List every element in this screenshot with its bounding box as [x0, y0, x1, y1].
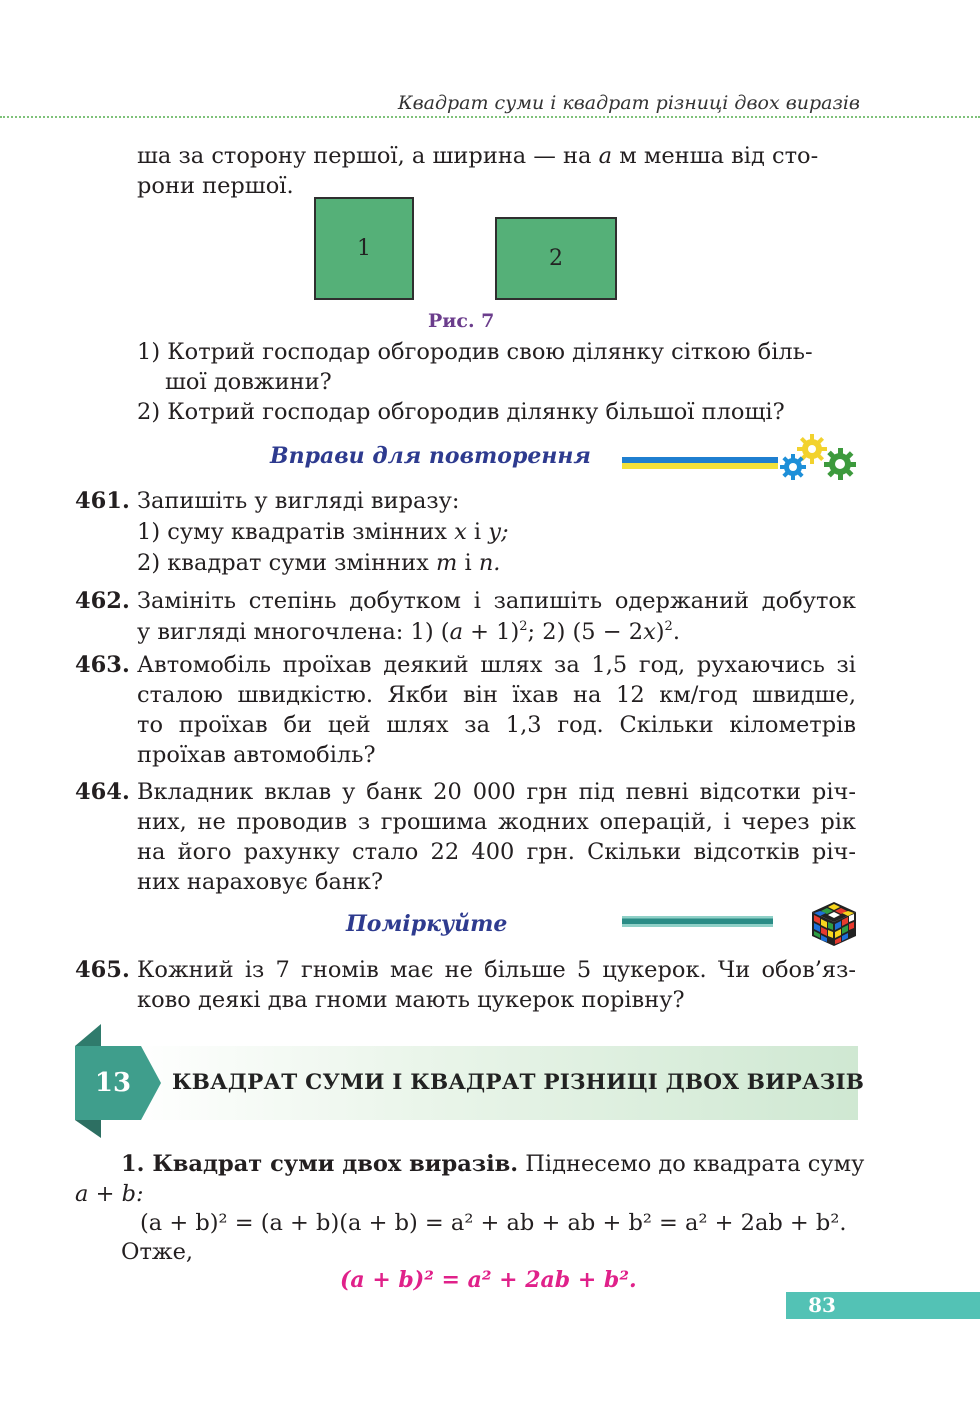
question-1: 1) Котрий господар обгородив свою ділянку сіткою біль- [137, 339, 813, 365]
gears-icon [778, 432, 860, 482]
exercise-465-number: 465. [75, 957, 130, 983]
exercise-461-item-1 [137, 517, 509, 547]
t4: ) [655, 619, 665, 645]
formula-expansion: (a + b)² = (a + b)(a + b) = a² + ab + ab + b² = a² + 2ab + b². [140, 1210, 847, 1236]
intro-var: a [598, 143, 613, 169]
var-a: a [449, 619, 463, 645]
exercise-463-line-4: проїхав автомобіль? [137, 742, 376, 768]
conj-i-2: і [464, 550, 472, 576]
page-number: 83 [808, 1293, 836, 1317]
chapter-number: 13 [94, 1068, 132, 1098]
exercise-464-line-2: них, не проводив з грошима жодних операцій, і через рік [137, 809, 856, 835]
exercise-464-line-3: на його рахунку стало 22 400 грн. Скільки відсотків річ- [137, 839, 856, 865]
exercise-463-line-3: то проїхав би цей шлях за 1,3 год. Скільки кілометрів [137, 712, 856, 738]
var-n: n. [478, 550, 501, 576]
section-title-repeat: Вправи для повторення [270, 443, 591, 469]
t5: . [672, 619, 680, 645]
item-2-text: 2) квадрат суми змінних [137, 550, 429, 576]
t1: у вигляді многочлена: 1) ( [137, 619, 450, 645]
exercise-461-number: 461. [75, 488, 130, 514]
t2: + 1) [462, 619, 520, 645]
var-x: x [454, 519, 467, 545]
exercise-463-number: 463. [75, 652, 130, 678]
question-2: 2) Котрий господар обгородив ділянку більшої площі? [137, 399, 785, 425]
exercise-461-text: Запишіть у вигляді виразу: [137, 488, 460, 514]
para-1-heading: 1. Квадрат суми двох виразів. [121, 1151, 519, 1177]
item-1-text: 1) суму квадратів змінних [137, 519, 447, 545]
exercise-462-number: 462. [75, 588, 130, 614]
question-1-cont: шої довжини? [165, 369, 332, 395]
section-decor-bar [622, 457, 778, 469]
var-x-2: x [643, 619, 656, 645]
exercise-464-line-4: них нараховує банк? [137, 869, 384, 895]
formula-final: (a + b)² = a² + 2ab + b². [340, 1267, 637, 1293]
para-1-line-1 [121, 1149, 864, 1179]
section-title-think: Поміркуйте [346, 911, 508, 937]
exercise-463-line-1: Автомобіль проїхав деякий шлях за 1,5 год, рухаючись зі [137, 652, 856, 678]
exp-1: 2 [519, 619, 528, 634]
var-m: m [435, 550, 458, 576]
figure-square-1 [314, 197, 414, 300]
exercise-464-number: 464. [75, 779, 130, 805]
square-2-label: 2 [549, 246, 563, 271]
para-1-line-2: a + b: [75, 1181, 144, 1207]
exp-2: 2 [664, 619, 673, 634]
square-1-label: 1 [357, 236, 371, 261]
intro-text-a: ша за сторону першої, а ширина — на [137, 143, 592, 169]
otzhe-word: Отже, [121, 1239, 194, 1265]
intro-line-1 [137, 141, 856, 171]
intro-line-2: рони першої. [137, 173, 294, 199]
exercise-463-line-2: сталою швидкістю. Якби він їхав на 12 км/год швидше, [137, 682, 856, 708]
conj-i: і [473, 519, 482, 545]
exercise-462-line-1: Замініть степінь добутком і запишіть одержаний добуток [137, 588, 856, 614]
para-1-text: Піднесемо до квадрата суму [518, 1151, 865, 1177]
figure-caption: Рис. 7 [428, 310, 495, 332]
exercise-465-line-2: ково деякі два гноми мають цукерок порівну? [137, 987, 685, 1013]
intro-text-b: м менша від сто- [619, 143, 819, 169]
figure-square-2 [495, 217, 617, 300]
section-decor-bar-teal [622, 916, 773, 927]
t3: ; 2) (5 − 2 [527, 619, 644, 645]
exercise-461-item-2 [137, 548, 500, 578]
chapter-title: КВАДРАТ СУМИ І КВАДРАТ РІЗНИЦІ ДВОХ ВИРАЗІВ [172, 1070, 865, 1095]
running-head: Квадрат суми і квадрат різниці двох виразів [397, 92, 860, 114]
exercise-464-line-1: Вкладник вклав у банк 20 000 грн під певні відсотки річ- [137, 779, 856, 805]
header-divider [0, 116, 980, 118]
exercise-462-line-2 [137, 617, 680, 647]
var-y: y; [488, 519, 509, 545]
rubiks-cube-icon [808, 900, 860, 948]
exercise-465-line-1: Кожний із 7 гномів має не більше 5 цукерок. Чи обов’яз- [137, 957, 856, 983]
